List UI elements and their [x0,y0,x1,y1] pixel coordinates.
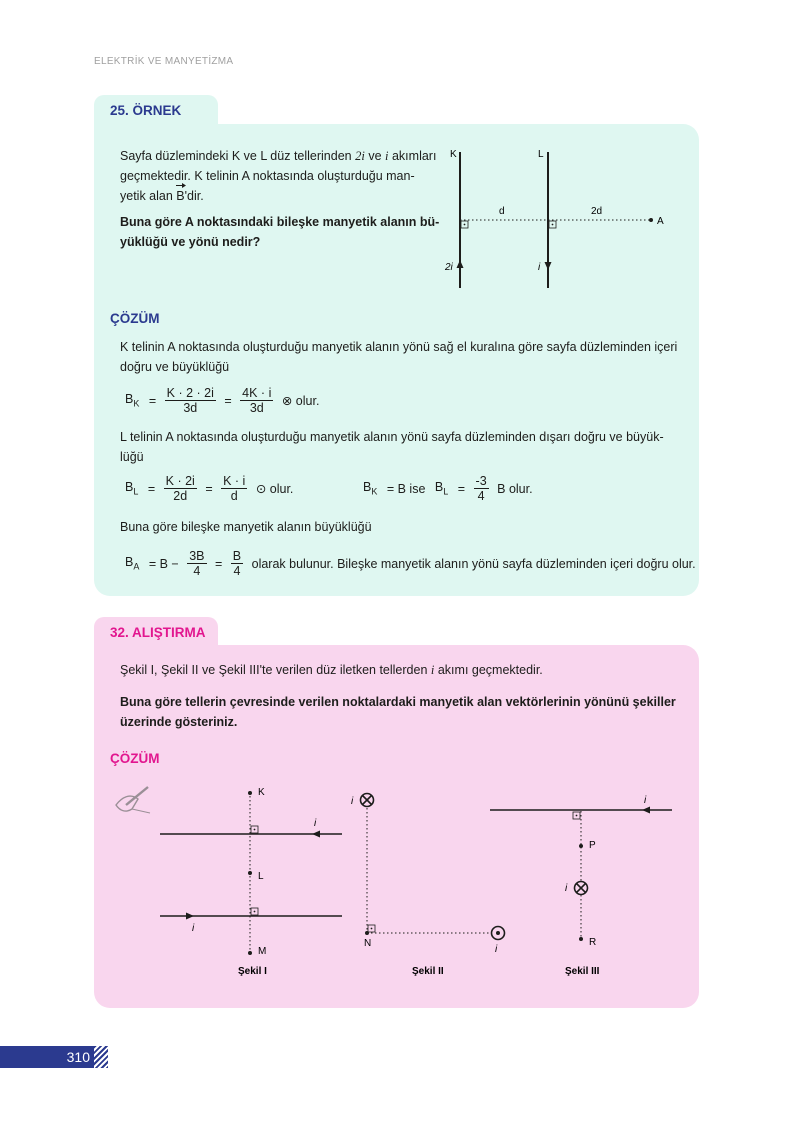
formula-bk-bl-relation: $B_K = B$ ise $B_L$ = $\frac{-3}{4}$ B olur. [363,474,533,503]
point-m [248,951,252,955]
pencil-icon [112,783,154,819]
point-n-label: N [364,938,372,949]
figure-3 [488,782,678,980]
formula-bk: $B_K$ = $\frac{K \cdot 2 \cdot 2i}{3d}$ = $\frac{4K \cdot i}{3d}$ ⊗ olur. [125,386,320,415]
current-label: i [314,818,317,829]
point-l [248,871,252,875]
example-tab: 25. ÖRNEK [94,95,218,125]
exercise-question-line-2: üzerinde gösteriniz. [120,715,238,729]
exercise-statement: Şekil I, Şekil II ve Şekil III'te verilen düz iletken tellerden i akımı geçmektedir. [120,663,543,677]
wire-l-current: i [538,262,541,273]
current-label: i [495,944,498,955]
solution-text-5: Buna göre bileşke manyetik alanın büyüklüğü [120,520,372,534]
running-head: ELEKTRİK VE MANYETİZMA [94,56,234,67]
point-p [579,844,583,848]
formula-bl: $B_L$ = $\frac{K \cdot 2i}{2d}$ = $\frac{K \cdot i}{d}$ ⊙ olur. [125,474,294,503]
solution-text-3: L telinin A noktasında oluşturduğu manyetik alanın yönü sayfa düzleminden dışarı doğru ve büyük- [120,430,664,444]
exercise-solution-heading: ÇÖZÜM [110,751,160,766]
figure-1 [158,782,348,980]
wire-k-label: K [450,149,457,160]
page-number-hatch [94,1046,108,1068]
solution-text-1: K telinin A noktasında oluşturduğu manyetik alanın yönü sağ el kuralına göre sayfa düzleminden içeri [120,340,678,354]
solution-heading: ÇÖZÜM [110,311,160,326]
current-left-arrow-icon [642,807,650,814]
exercise-question-line-1: Buna göre tellerin çevresinde verilen noktalardaki manyetik alan vektörlerinin yönünü şekiller [120,695,676,709]
current-right-arrow-icon [186,913,194,920]
exercise-tab: 32. ALIŞTIRMA [94,617,218,647]
example-statement-line-3: yetik alan B 'dir. [120,186,204,206]
distance-2d-label: 2d [591,206,603,217]
figure-1-caption: Şekil I [238,966,267,977]
wire-l-label: L [538,149,544,160]
current-left-arrow-icon [312,831,320,838]
figure-2-caption: Şekil II [412,966,444,977]
solution-text-2: doğru ve büyüklüğü [120,360,230,374]
point-r-label: R [589,937,597,948]
current-up-arrow-icon [457,260,464,268]
point-l-label: L [258,871,264,882]
example-question-line-2: yüklüğü ve yönü nedir? [120,235,261,249]
point-a [649,218,653,222]
point-p-label: P [589,840,596,851]
current-label: i [565,883,568,894]
point-k-label: K [258,787,265,798]
wire-k-current: 2i [445,262,453,273]
current-label: i [644,795,647,806]
example-question-line-1: Buna göre A noktasındaki bileşke manyetik alanın bü- [120,215,440,229]
example-statement-line-2: geçmektedir. K telinin A noktasında oluşturduğu man- [120,169,415,183]
point-r [579,937,583,941]
current-label: i [192,923,195,934]
point-n [365,931,369,935]
current-label: i [351,796,354,807]
page-number: 310 [0,1046,94,1068]
current-down-arrow-icon [545,262,552,270]
distance-d-label: d [499,206,505,217]
point-k [248,791,252,795]
figure-3-caption: Şekil III [565,966,600,977]
point-a-label: A [657,216,664,227]
example-statement-line-1: Sayfa düzlemindeki K ve L düz tellerinden 2i ve i akımları [120,149,437,163]
vector-arrow-icon [176,183,186,188]
formula-ba: $B_A = B$ − $\frac{3B}{4}$ = $\frac{B}{4}$ olarak bulunur. Bileşke manyetik alanın yönü sayfa düzleminden içeri doğru olur. [125,549,696,578]
example-figure [440,140,680,295]
point-m-label: M [258,946,267,957]
solution-text-4: lüğü [120,450,144,464]
